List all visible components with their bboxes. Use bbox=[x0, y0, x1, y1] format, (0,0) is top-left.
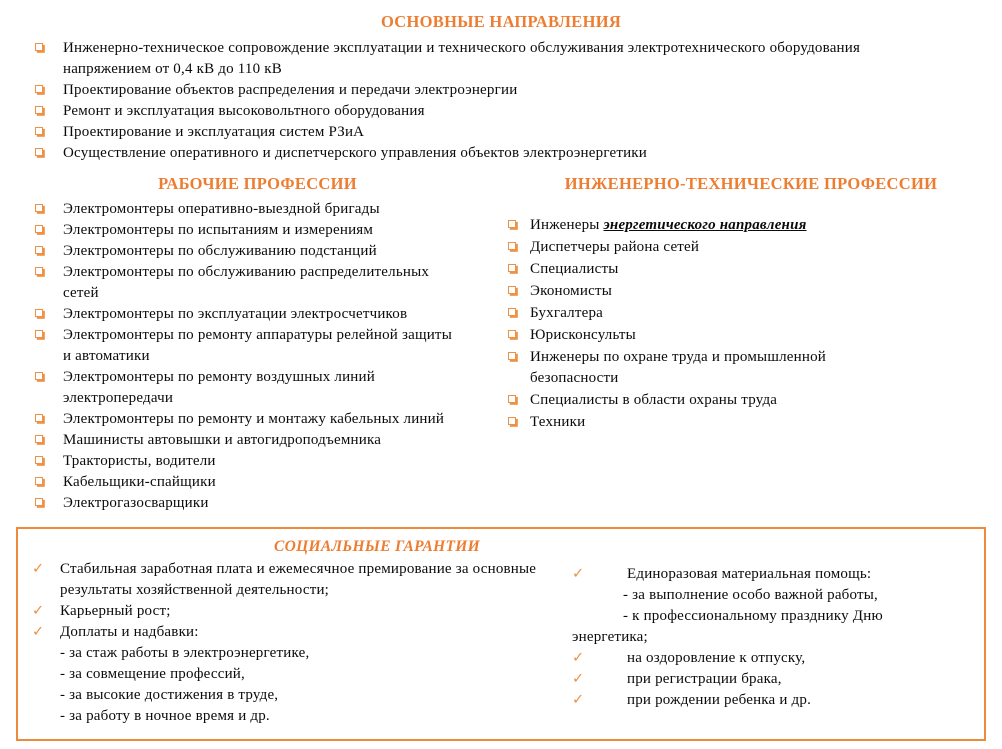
ballot-box-icon bbox=[35, 106, 43, 114]
list-item bbox=[35, 493, 459, 514]
list-item-text: Кабельщики-спайщики bbox=[63, 474, 216, 490]
list-item-text-emphasis: энергетического направления bbox=[603, 217, 807, 233]
list-item bbox=[35, 472, 459, 493]
list-item-text: Ремонт и эксплуатация высоковольтного оборудования bbox=[63, 103, 425, 119]
sub-line: - за стаж работы в электроэнергетике, bbox=[60, 645, 310, 661]
ballot-box-icon bbox=[508, 308, 516, 316]
ballot-box-icon bbox=[508, 220, 516, 228]
main-directions-title: ОСНОВНЫЕ НАПРАВЛЕНИЯ bbox=[380, 12, 622, 31]
list-item-text: при рождении ребенка и др. bbox=[627, 692, 812, 708]
list-item bbox=[35, 199, 459, 220]
list-item bbox=[35, 430, 459, 451]
check-icon: ✓ bbox=[32, 603, 45, 619]
ballot-box-icon bbox=[35, 127, 43, 135]
list-item-text bbox=[530, 217, 807, 233]
list-item bbox=[508, 347, 836, 389]
list-item-text: при регистрации брака, bbox=[627, 671, 782, 687]
list-item bbox=[35, 304, 459, 325]
list-item bbox=[35, 325, 459, 367]
list-item-text: Машинисты автовышки и автогидроподъемника bbox=[63, 432, 382, 448]
list-item-text: Проектирование и эксплуатация систем РЗиА bbox=[63, 124, 365, 140]
social-guarantees-box bbox=[16, 527, 986, 741]
ballot-box-icon bbox=[35, 43, 43, 51]
ballot-box-icon bbox=[35, 85, 43, 93]
list-item-text: Электромонтеры по ремонту аппаратуры релейной защиты и автоматики bbox=[63, 327, 452, 364]
list-item bbox=[35, 241, 459, 262]
social-guarantees-columns bbox=[32, 559, 970, 727]
list-item bbox=[35, 262, 459, 304]
list-item bbox=[508, 281, 836, 302]
list-item-text: Стабильная заработная плата и ежемесячное премирование за основные результаты хозяйственной деятельности; bbox=[60, 561, 537, 598]
list-item bbox=[35, 122, 907, 143]
list-item bbox=[35, 367, 459, 409]
professions-section bbox=[0, 174, 1002, 514]
list-item bbox=[508, 390, 836, 411]
list-item-text: Электромонтеры по ремонту воздушных линий электропередачи bbox=[63, 369, 375, 406]
list-item bbox=[508, 215, 836, 236]
list-item-text: Инженеры по охране труда и промышленной безопасности bbox=[530, 349, 826, 386]
ballot-box-icon bbox=[508, 264, 516, 272]
list-item-text: Электромонтеры оперативно-выездной бригады bbox=[63, 201, 380, 217]
list-item bbox=[35, 409, 459, 430]
list-item bbox=[508, 237, 836, 258]
check-icon: ✓ bbox=[32, 624, 45, 640]
list-item-text: Диспетчеры района сетей bbox=[530, 239, 700, 255]
worker-professions-list bbox=[35, 199, 500, 514]
list-item bbox=[508, 325, 836, 346]
list-item-text: Электромонтеры по испытаниям и измерениям bbox=[63, 222, 374, 238]
ballot-box-icon bbox=[508, 395, 516, 403]
list-item-text: Специалисты в области охраны труда bbox=[530, 392, 778, 408]
list-item bbox=[35, 451, 459, 472]
social-guarantees-left-list bbox=[32, 559, 572, 727]
list-item-text: Трактористы, водители bbox=[63, 453, 216, 469]
sub-line: - за работу в ночное время и др. bbox=[60, 708, 270, 724]
list-item bbox=[508, 303, 836, 324]
engineering-professions-column bbox=[500, 174, 1002, 514]
social-guarantees-title: СОЦИАЛЬНЫЕ ГАРАНТИИ bbox=[273, 538, 481, 555]
list-item-text: Проектирование объектов распределения и передачи электроэнергии bbox=[63, 82, 518, 98]
list-item bbox=[35, 101, 907, 122]
list-item bbox=[572, 564, 964, 648]
main-directions-list bbox=[35, 38, 907, 164]
sub-line: - к профессиональному празднику Дню bbox=[623, 608, 883, 624]
sub-line: - за совмещение профессий, bbox=[60, 666, 245, 682]
list-item-text: Специалисты bbox=[530, 261, 619, 277]
list-item-text: Карьерный рост; bbox=[60, 603, 171, 619]
list-item-text: Юрисконсульты bbox=[530, 327, 636, 343]
list-item-text-plain: Инженеры bbox=[530, 217, 604, 233]
check-icon: ✓ bbox=[32, 561, 45, 577]
list-item bbox=[35, 80, 907, 101]
list-item-text: Осуществление оперативного и диспетчерского управления объектов электроэнергетики bbox=[63, 145, 648, 161]
list-item-text: на оздоровление к отпуску, bbox=[627, 650, 806, 666]
ballot-box-icon bbox=[508, 352, 516, 360]
ballot-box-icon bbox=[508, 286, 516, 294]
ballot-box-icon bbox=[35, 372, 43, 380]
check-icon: ✓ bbox=[572, 692, 585, 708]
list-item bbox=[35, 220, 459, 241]
engineering-professions-title: ИНЖЕНЕРНО-ТЕХНИЧЕСКИЕ ПРОФЕССИИ bbox=[564, 174, 938, 193]
ballot-box-icon bbox=[508, 417, 516, 425]
ballot-box-icon bbox=[35, 246, 43, 254]
ballot-box-icon bbox=[35, 330, 43, 338]
social-guarantees-right-list bbox=[572, 559, 964, 727]
list-item bbox=[572, 648, 964, 669]
list-item bbox=[508, 412, 836, 433]
check-icon: ✓ bbox=[572, 650, 585, 666]
worker-professions-column bbox=[0, 174, 500, 514]
engineering-professions-list bbox=[508, 215, 1002, 433]
ballot-box-icon bbox=[35, 204, 43, 212]
list-item-text: Доплаты и надбавки: bbox=[60, 624, 199, 640]
ballot-box-icon bbox=[35, 267, 43, 275]
list-item-text: Электрогазосварщики bbox=[63, 495, 209, 511]
list-item bbox=[572, 669, 964, 690]
ballot-box-icon bbox=[35, 414, 43, 422]
check-icon: ✓ bbox=[572, 671, 585, 687]
list-item-text: Инженерно-техническое сопровождение эксплуатации и технического обслуживания электротехнического оборудования напряжением от 0,4 кВ до 110 кВ bbox=[63, 40, 861, 77]
list-item bbox=[508, 259, 836, 280]
ballot-box-icon bbox=[35, 435, 43, 443]
list-item bbox=[35, 143, 907, 164]
list-item-text: Бухгалтера bbox=[530, 305, 604, 321]
ballot-box-icon bbox=[508, 242, 516, 250]
list-item bbox=[35, 38, 907, 80]
ballot-box-icon bbox=[35, 456, 43, 464]
list-item-text: Техники bbox=[530, 414, 586, 430]
check-icon: ✓ bbox=[572, 566, 585, 582]
list-item-text: Единоразовая материальная помощь: bbox=[627, 566, 872, 582]
ballot-box-icon bbox=[508, 330, 516, 338]
ballot-box-icon bbox=[35, 225, 43, 233]
ballot-box-icon bbox=[35, 477, 43, 485]
list-item bbox=[32, 601, 560, 622]
sub-line: - за выполнение особо важной работы, bbox=[623, 587, 879, 603]
list-item-text: Электромонтеры по обслуживанию подстанций bbox=[63, 243, 377, 259]
list-item-text: Электромонтеры по обслуживанию распределительных сетей bbox=[63, 264, 430, 301]
list-item-text: Электромонтеры по эксплуатации электросчетчиков bbox=[63, 306, 408, 322]
ballot-box-icon bbox=[35, 498, 43, 506]
list-item-text: Экономисты bbox=[530, 283, 612, 299]
ballot-box-icon bbox=[35, 309, 43, 317]
sub-line: - за высокие достижения в труде, bbox=[60, 687, 279, 703]
list-item bbox=[572, 690, 964, 711]
worker-professions-title: РАБОЧИЕ ПРОФЕССИИ bbox=[158, 174, 357, 193]
ballot-box-icon bbox=[35, 148, 43, 156]
list-item bbox=[32, 622, 560, 727]
list-item-text: Электромонтеры по ремонту и монтажу кабельных линий bbox=[63, 411, 445, 427]
sub-line: энергетика; bbox=[572, 629, 648, 645]
list-item bbox=[32, 559, 560, 601]
